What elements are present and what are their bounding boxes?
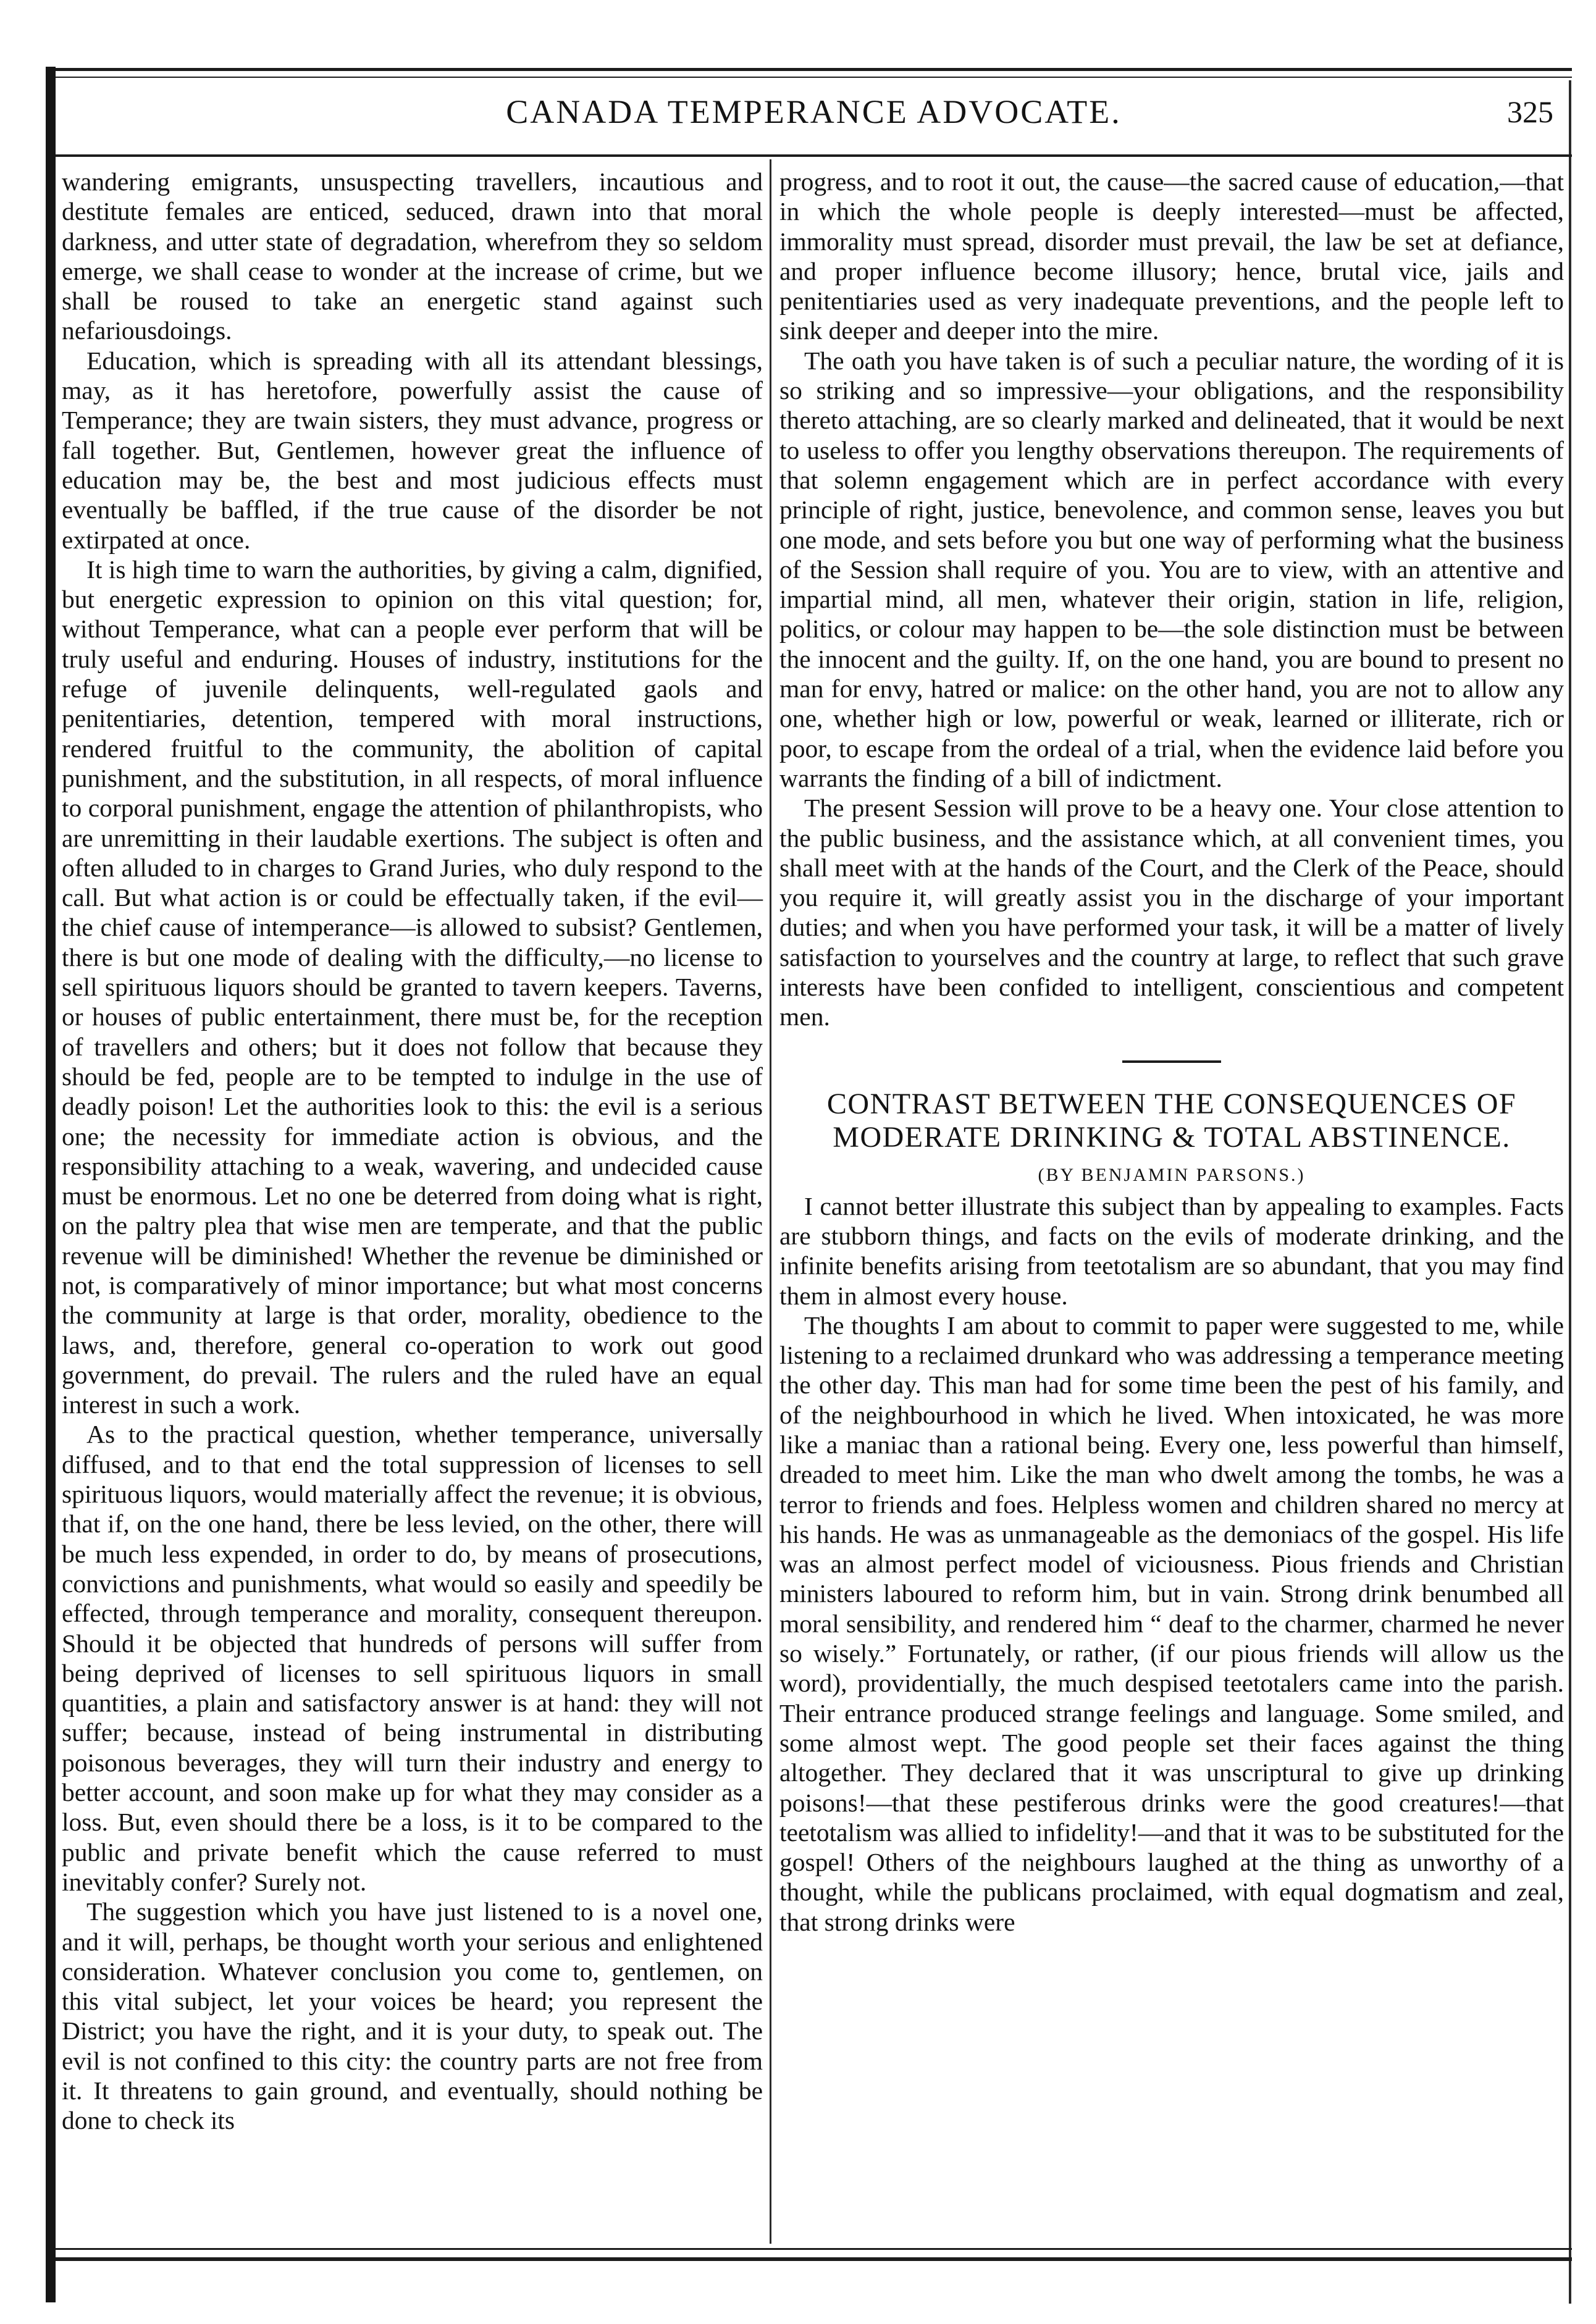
right-column [779,167,1564,1937]
bottom-rule-thin [56,2248,1572,2250]
paragraph: The present Session will prove to be a heavy one. Your close attention to the public business, and the assistance which, at all convenient times, you shall meet with at the hands of the Court, and the Clerk of the Peace, should you require it, will greatly assist you in the discharge of your important duties; and when you have performed your task, it will be a matter of lively satisfaction to yourselves and the country at large, to reflect that such grave interests have been confided to intelligent, conscientious and competent men. [779,794,1564,1031]
top-rule-thin [56,77,1572,78]
left-column [62,167,763,2136]
article-separator [1122,1060,1221,1063]
paragraph: It is high time to warn the authorities, by giving a calm, dignified, but energetic expression to opinion on this vital question; for, without Temperance, what can a people ever perform that will be truly useful and enduring. Houses of industry, institutions for the refuge of juvenile delinquents, well-regulated gaols and penitentiaries, detention, tempered with moral instructions, rendered fruitful to the community, the abolition of capital punishment, and the substitution, in all respects, of moral influence to corporal punishment, engage the attention of philanthropists, who are unremitting in their laudable exertions. The subject is often and often alluded to in charges to Grand Juries, who duly respond to the call. But what action is or could be effectually taken, if the evil—the chief cause of intemperance—is allowed to subsist? Gentlemen, there is but one mode of dealing with the difficulty,—no license to sell spirituous liquors should be granted to tavern keepers. Taverns, or houses of public entertainment, there must be, for the reception of travellers and others; but it does not follow that because they should be fed, people are to be tempted to indulge in the use of deadly poison! Let the authorities look to this: the evil is a serious one; the necessity for immediate action is obvious, and the responsibility attaching to a weak, wavering, and undecided cause must be enormous. Let no one be deterred from doing what is right, on the paltry plea that wise men are temperate, and that the public revenue will be diminished! Whether the revenue be diminished or not, is comparatively of minor importance; but what most concerns the community at large is that order, morality, obedience to the laws, and, therefore, general co-operation to work out good government, do prevail. The rulers and the ruled have an equal interest in such a work. [62,555,763,1419]
paragraph: As to the practical question, whether temperance, universally diffused, and to that end the total suppression of licenses to sell spirituous liquors, would materially affect the revenue; it is obvious, that if, on the one hand, there be less levied, on the other, there will be much less expended, in order to do, by means of prosecutions, convictions and punishments, what would so easily and speedily be effected, through temperance and morality, consequent thereupon. Should it be objected that hundreds of persons will suffer from being deprived of licenses to sell spirituous liquors in small quantities, a plain and satisfactory answer is at hand: they will not suffer; because, instead of being instrumental in distributing poisonous beverages, they will turn their industry and energy to better account, and soon make up for what they may consider as a loss. But, even should there be a loss, is it to be compared to the public and private benefit which the cause referred to must inevitably confer? Surely not. [62,1420,763,1896]
paragraph: I cannot better illustrate this subject than by appealing to examples. Facts are stubborn things, and facts on the evils of moderate drinking, and the infinite benefits arising from teetotalism are so abundant, that you may find them in almost every house. [779,1191,1564,1310]
article-title: CONTRAST BETWEEN THE CONSEQUENCES OF MODERATE DRINKING & TOTAL ABSTINENCE. [826,1087,1517,1154]
paragraph: The oath you have taken is of such a peculiar nature, the wording of it is so striking and so impressive—your obligations, and the responsibility thereto attaching, are so clearly marked and delineated, that it would be next to useless to offer you lengthy observations thereupon. The requirements of that solemn engagement which are in perfect accordance with every principle of right, justice, benevolence, and common sense, leaves you but one mode, and sets before you but one way of performing what the business of the Session shall require of you. You are to view, with an attentive and impartial mind, all men, whatever their origin, station in life, religion, politics, or colour may happen to be—the sole distinction must be between the innocent and the guilty. If, on the one hand, you are bound to present no man for envy, hatred or malice: on the other hand, you are not to allow any one, whether high or low, powerful or weak, learned or illiterate, rich or poor, to escape from the ordeal of a trial, when the evidence laid before you warrants the finding of a bill of indictment. [779,346,1564,792]
paragraph: progress, and to root it out, the cause—the sacred cause of education,—that in which the whole people is deeply interested—must be affected, immorality must spread, disorder must prevail, the law be set at defiance, and proper influence become illusory; hence, brutal vice, jails and penitentiaries used as very inadequate preventions, and the people left to sink deeper and deeper into the mire. [779,167,1564,345]
article-byline: (BY BENJAMIN PARSONS.) [1038,1164,1306,1185]
binding-edge [46,67,56,2302]
bottom-rule [56,2257,1572,2261]
paragraph: wandering emigrants, unsuspecting travellers, incautious and destitute females are enticed, seduced, drawn into that moral darkness, and utter state of degradation, wherefrom they so seldom emerge, we shall cease to wonder at the increase of crime, but we shall be roused to take an energetic stand against such nefariousdoings. [62,167,763,345]
running-head [56,93,1572,148]
header-rule [56,154,1572,157]
page-number: 325 [1507,94,1553,129]
paragraph: Education, which is spreading with all its attendant blessings, may, as it has heretofore, powerfully assist the cause of Temperance; they are twain sisters, they must advance, progress or fall together. But, Gentlemen, however great the influence of education may be, the best and most judicious effects must eventually be baffled, if the true cause of the disorder be not extirpated at once. [62,346,763,554]
paper-title: CANADA TEMPERANCE ADVOCATE. [506,93,1122,130]
top-rule [56,68,1572,71]
column-divider [770,159,771,2244]
right-border-rule [1569,80,1571,2304]
paragraph: The thoughts I am about to commit to paper were suggested to me, while listening to a reclaimed drunkard who was addressing a temperance meeting the other day. This man had for some time been the pest of his family, and of the neighbourhood in which he lived. When intoxicated, he was more like a maniac than a rational being. Every one, less powerful than himself, dreaded to meet him. Like the man who dwelt among the tombs, he was a terror to friends and foes. Helpless women and children shared no mercy at his hands. He was as unmanageable as the demoniacs of the gospel. His life was an almost perfect model of viciousness. Pious friends and Christian ministers laboured to reform him, but in vain. Strong drink benumbed all moral sensibility, and rendered him “ deaf to the charmer, charmed he never so wisely.” Fortunately, or rather, (if our pious friends will allow us the word), providentially, the much despised teetotalers came into the parish. Their entrance produced strange feelings and language. Some smiled, and some almost wept. The good people set their faces against the thing altogether. They declared that it was unscriptural to give up drinking poisons!—that these pestiferous drinks were the good creatures!—that teetotalism was allied to infidelity!—and that it was to be substituted for the gospel! Others of the neighbours laughed at the thing as unworthy of a thought, while the publicans proclaimed, with equal dogmatism and zeal, that strong drinks were [779,1311,1564,1936]
paragraph: The suggestion which you have just listened to is a novel one, and it will, perhaps, be thought worth your serious and enlightened consideration. Whatever conclusion you come to, gentlemen, on this vital subject, let your voices be heard; you represent the District; you have the right, and it is your duty, to speak out. The evil is not confined to this city: the country parts are not free from it. It threatens to gain ground, and eventually, should nothing be done to check its [62,1897,763,2135]
